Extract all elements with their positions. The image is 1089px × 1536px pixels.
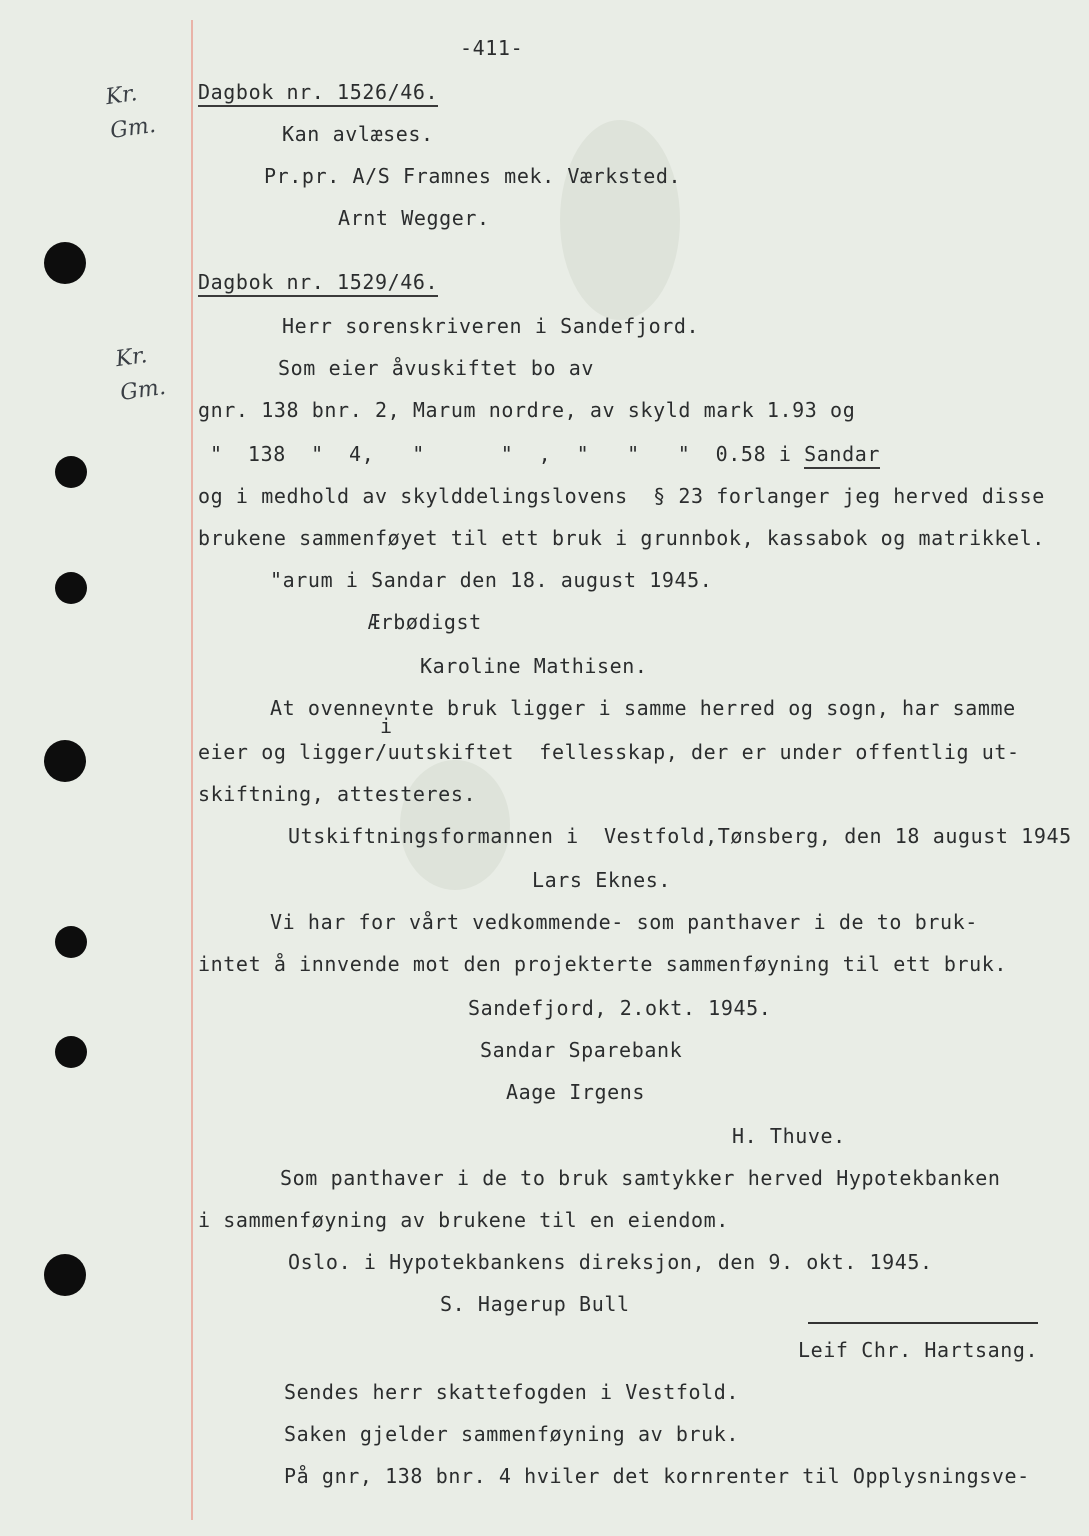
text-line: Vi har for vårt vedkommende- som panthaver i de to bruk- — [270, 910, 978, 934]
text-line: At ovennevnte bruk ligger i samme herred og sogn, har samme — [270, 696, 1016, 720]
text-line: eier og ligger/uutskiftet fellesskap, der er under offentlig ut- — [198, 740, 1020, 764]
signature: S. Hagerup Bull — [440, 1292, 630, 1316]
text-line: skiftning, attesteres. — [198, 782, 477, 806]
underlined-place: Sandar — [804, 442, 880, 469]
paper-stain — [560, 120, 680, 320]
text-segment: " 138 " 4, " " , " " " 0.58 i — [210, 442, 805, 466]
signature: H. Thuve. — [732, 1124, 846, 1148]
punch-hole — [44, 242, 86, 284]
punch-hole — [55, 926, 87, 958]
punch-hole — [55, 1036, 87, 1068]
date-line: Oslo. i Hypotekbankens direksjon, den 9. okt. 1945. — [288, 1250, 933, 1274]
text-line: Pr.pr. A/S Framnes mek. Værksted. — [264, 164, 682, 188]
signature: Sandar Sparebank — [480, 1038, 683, 1062]
page-number: -411- — [460, 36, 524, 60]
text-line: Utskiftningsformannen i Vestfold,Tønsberg, den 18 august 1945 — [288, 824, 1072, 848]
entry-heading: Dagbok nr. 1526/46. — [198, 80, 438, 107]
signature: Karoline Mathisen. — [420, 654, 648, 678]
punch-hole — [55, 572, 87, 604]
text-line: På gnr, 138 bnr. 4 hviler det kornrenter til Opplysningsve- — [284, 1464, 1030, 1488]
text-line: i sammenføyning av brukene til en eiendom. — [198, 1208, 729, 1232]
text-line: Som eier åvuskiftet bo av — [278, 356, 595, 380]
margin-initials: Kr. Gm. — [104, 81, 158, 144]
signature: Leif Chr. Hartsang. — [798, 1338, 1039, 1362]
text-line: og i medhold av skylddelingslovens § 23 forlanger jeg herved disse — [198, 484, 1045, 508]
text-line — [210, 442, 880, 466]
text-line: Ærbødigst — [368, 610, 482, 634]
text-line: Sendes herr skattefogden i Vestfold. — [284, 1380, 740, 1404]
text-line: Saken gjelder sammenføyning av bruk. — [284, 1422, 740, 1446]
signature: Lars Eknes. — [532, 868, 672, 892]
punch-hole — [44, 1254, 86, 1296]
punch-hole — [55, 456, 87, 488]
text-line: gnr. 138 bnr. 2, Marum nordre, av skyld mark 1.93 og — [198, 398, 856, 422]
text-line: Kan avlæses. — [282, 122, 434, 146]
margin-initials: Kr. Gm. — [114, 343, 168, 406]
punch-hole — [44, 740, 86, 782]
signature: Aage Irgens — [506, 1080, 646, 1104]
date-line: Sandefjord, 2.okt. 1945. — [468, 996, 772, 1020]
left-margin-rule — [191, 20, 193, 1520]
inserted-letter: i — [380, 714, 393, 738]
signature-rule — [808, 1322, 1038, 1324]
text-line: brukene sammenføyet til ett bruk i grunnbok, kassabok og matrikkel. — [198, 526, 1045, 550]
addressee: Herr sorenskriveren i Sandefjord. — [282, 314, 700, 338]
text-line: Som panthaver i de to bruk samtykker herved Hypotekbanken — [280, 1166, 1001, 1190]
date-line: "arum i Sandar den 18. august 1945. — [270, 568, 713, 592]
signature: Arnt Wegger. — [338, 206, 490, 230]
text-line: intet å innvende mot den projekterte sammenføyning til ett bruk. — [198, 952, 1008, 976]
entry-heading: Dagbok nr. 1529/46. — [198, 270, 438, 297]
